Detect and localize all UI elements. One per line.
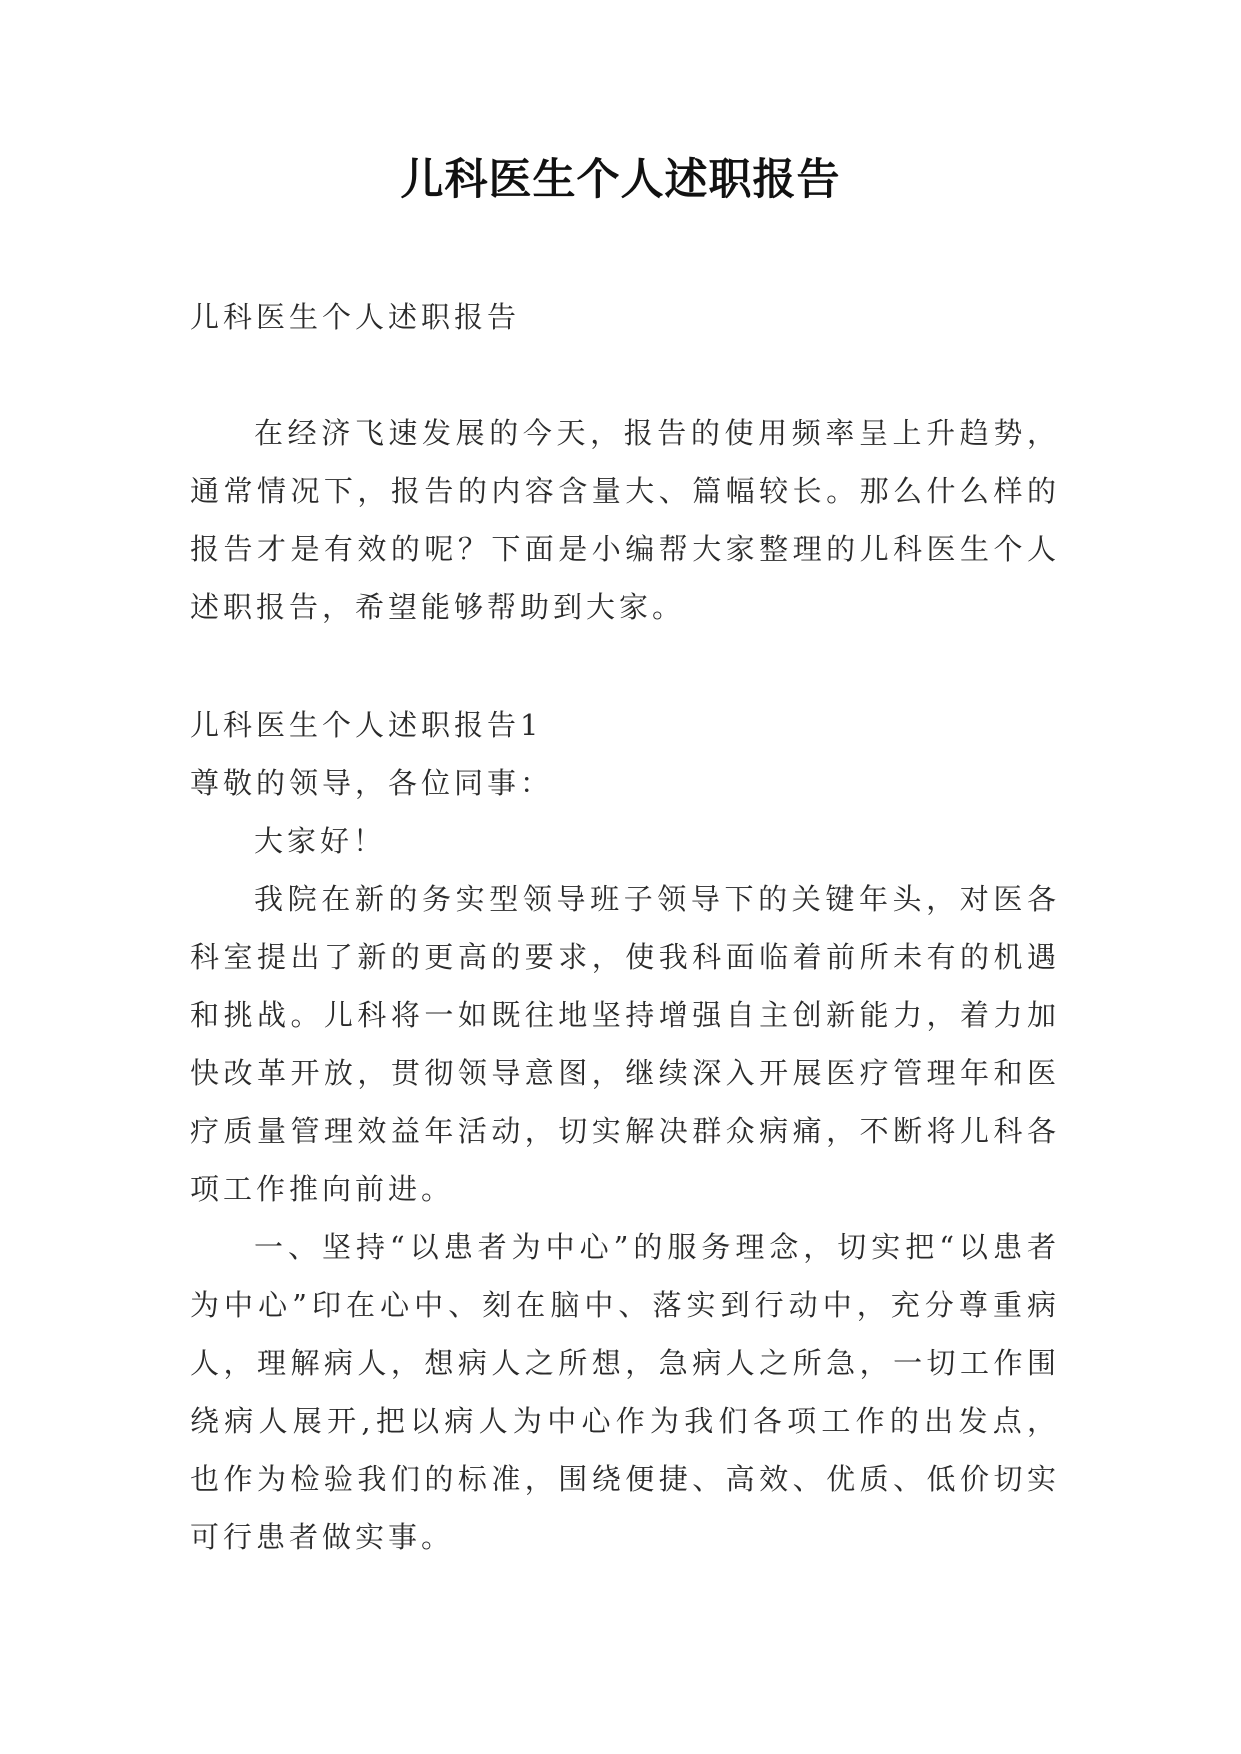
greeting: 大家好！ xyxy=(254,824,387,858)
section-heading: 儿科医生个人述职报告1 xyxy=(190,708,543,742)
salutation: 尊敬的领导，各位同事： xyxy=(190,766,554,800)
intro-paragraph: 在经济飞速发展的今天，报告的使用频率呈上升趋势，通常情况下，报告的内容含量大、篇幅较长。那么什么样的报告才是有效的呢？下面是小编帮大家整理的儿科医生个人述职报告，希望能够帮助到大家。 xyxy=(190,416,1060,624)
document-title: 儿科医生个人述职报告 xyxy=(400,155,841,205)
document-body xyxy=(190,288,1060,1566)
document-subtitle: 儿科医生个人述职报告 xyxy=(190,300,521,334)
body-paragraph-1: 我院在新的务实型领导班子领导下的关键年头，对医各科室提出了新的更高的要求，使我科面临着前所未有的机遇和挑战。儿科将一如既往地坚持增强自主创新能力，着力加快改革开放，贯彻领导意图，继续深入开展医疗管理年和医疗质量管理效益年活动，切实解决群众病痛，不断将儿科各项工作推向前进。 xyxy=(190,882,1060,1206)
body-paragraph-2: 一、坚持“以患者为中心”的服务理念，切实把“以患者为中心”印在心中、刻在脑中、落实到行动中，充分尊重病人，理解病人，想病人之所想，急病人之所急，一切工作围绕病人展开,把以病人为中心作为我们各项工作的出发点，也作为检验我们的标准，围绕便捷、高效、优质、低价切实可行患者做实事。 xyxy=(190,1230,1060,1554)
